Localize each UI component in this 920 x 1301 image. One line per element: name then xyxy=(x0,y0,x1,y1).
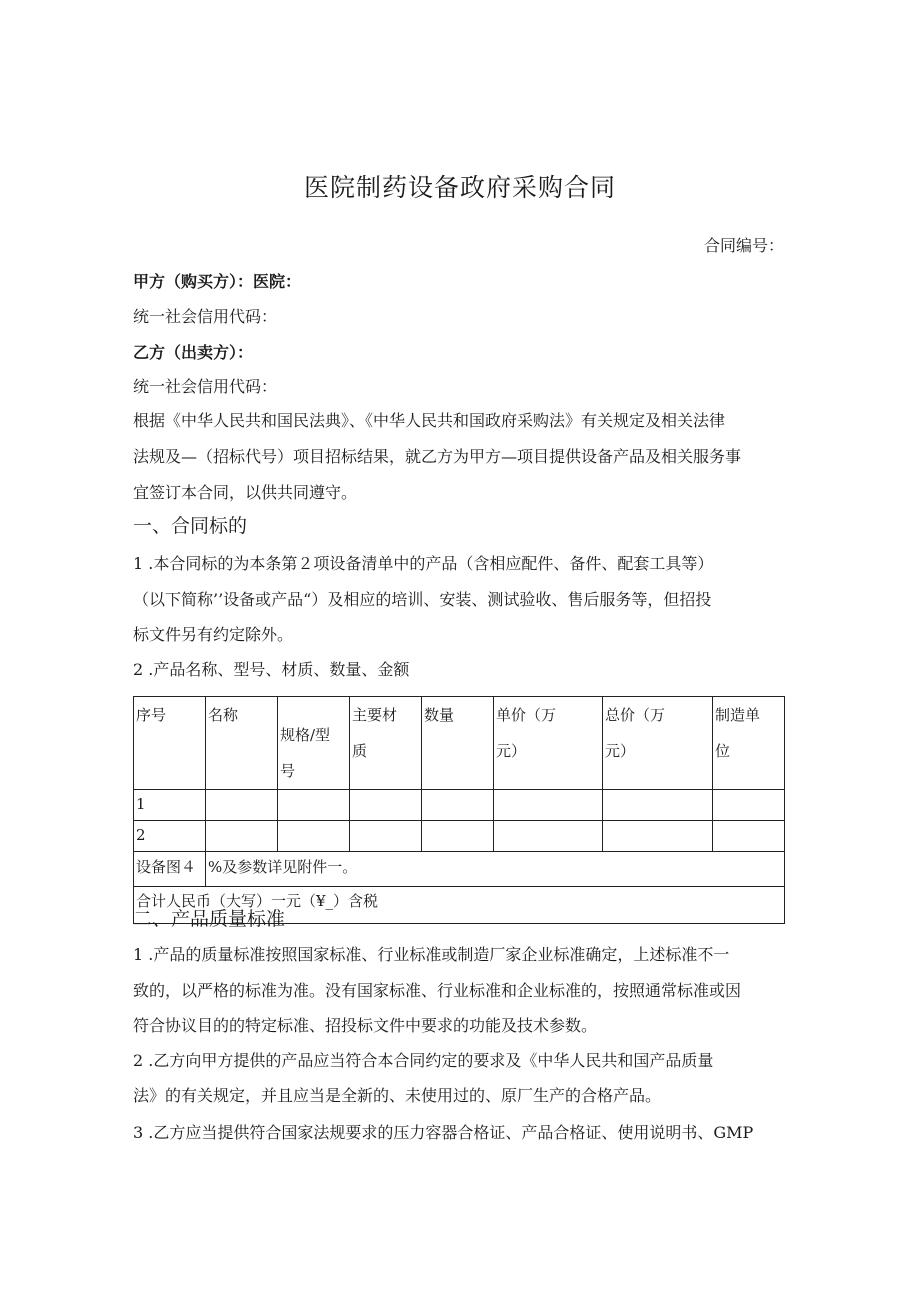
document-title: 医院制药设备政府采购合同 xyxy=(303,173,616,202)
section2-item2-line1: 2 .乙方向甲方提供的产品应当符合本合同约定的要求及《中华人民共和国产品质量 xyxy=(133,1051,714,1070)
section1-item1-line1: 1 .本合同标的为本条第２项设备清单中的产品（含相应配件、备件、配套工具等） xyxy=(133,554,714,573)
header-manufacturer: 制造单 位 xyxy=(713,697,785,790)
note-text: %及参数详见附件一。 xyxy=(206,852,785,887)
header-quantity: 数量 xyxy=(422,697,494,790)
table-note-row xyxy=(134,852,785,887)
header-spec: 规格/型 号 xyxy=(278,697,350,790)
credit-code-b: 统一社会信用代码： xyxy=(133,377,278,396)
table-row xyxy=(134,790,785,821)
total-amount: 合计人民币（大写）一元（¥_）含税 xyxy=(134,887,785,924)
intro-line-2: 法规及—（招标代号）项目招标结果，就乙方为甲方—项目提供设备产品及相关服务事 xyxy=(133,447,742,466)
intro-line-1: 根据《中华人民共和国民法典》、《中华人民共和国政府采购法》有关规定及相关法律 xyxy=(133,411,726,430)
section1-item1-line3: 标文件另有约定除外。 xyxy=(133,625,294,644)
section1-item1-line2: （以下简称’’设备或产品“）及相应的培训、安装、测试验收、售后服务等，但招投 xyxy=(133,590,712,609)
note-label: 设备图４ xyxy=(134,852,206,887)
section2-item2-line2: 法》的有关规定，并且应当是全新的、未使用过的、原厂生产的合格产品。 xyxy=(133,1086,662,1105)
party-b: 乙方（出卖方）： xyxy=(133,343,254,362)
header-total-price: 总价（万 元） xyxy=(603,697,713,790)
section1-item2: 2 .产品名称、型号、材质、数量、金额 xyxy=(133,660,410,679)
section2-item1-line3: 符合协议目的的特定标准、招投标文件中要求的功能及技术参数。 xyxy=(133,1016,598,1035)
credit-code-a: 统一社会信用代码： xyxy=(133,307,278,326)
equipment-table xyxy=(133,696,785,924)
contract-number: 合同编号： xyxy=(704,236,785,255)
table-header-row xyxy=(134,697,785,790)
header-unit-price: 单价（万 元） xyxy=(494,697,603,790)
section2-item3: 3 .乙方应当提供符合国家法规要求的压力容器合格证、产品合格证、使用说明书、GMP xyxy=(133,1123,754,1142)
section2-item1-line2: 致的，以严格的标准为准。没有国家标准、行业标准和企业标准的，按照通常标准或因 xyxy=(133,981,742,1000)
intro-line-3: 宜签订本合同，以供共同遵守。 xyxy=(133,483,358,502)
header-no: 序号 xyxy=(134,697,206,790)
section1-heading: 一、合同标的 xyxy=(133,515,248,537)
header-name: 名称 xyxy=(206,697,278,790)
table-row xyxy=(134,821,785,852)
section2-item1-line1: 1 .产品的质量标准按照国家标准、行业标准或制造厂家企业标准确定，上述标准不一 xyxy=(133,945,730,964)
party-a: 甲方（购买方）：医院： xyxy=(133,272,302,291)
row-no: 2 xyxy=(134,821,206,852)
row-no: 1 xyxy=(134,790,206,821)
header-material: 主要材 质 xyxy=(350,697,422,790)
section2-heading: 二、产品质量标准 xyxy=(133,908,286,930)
